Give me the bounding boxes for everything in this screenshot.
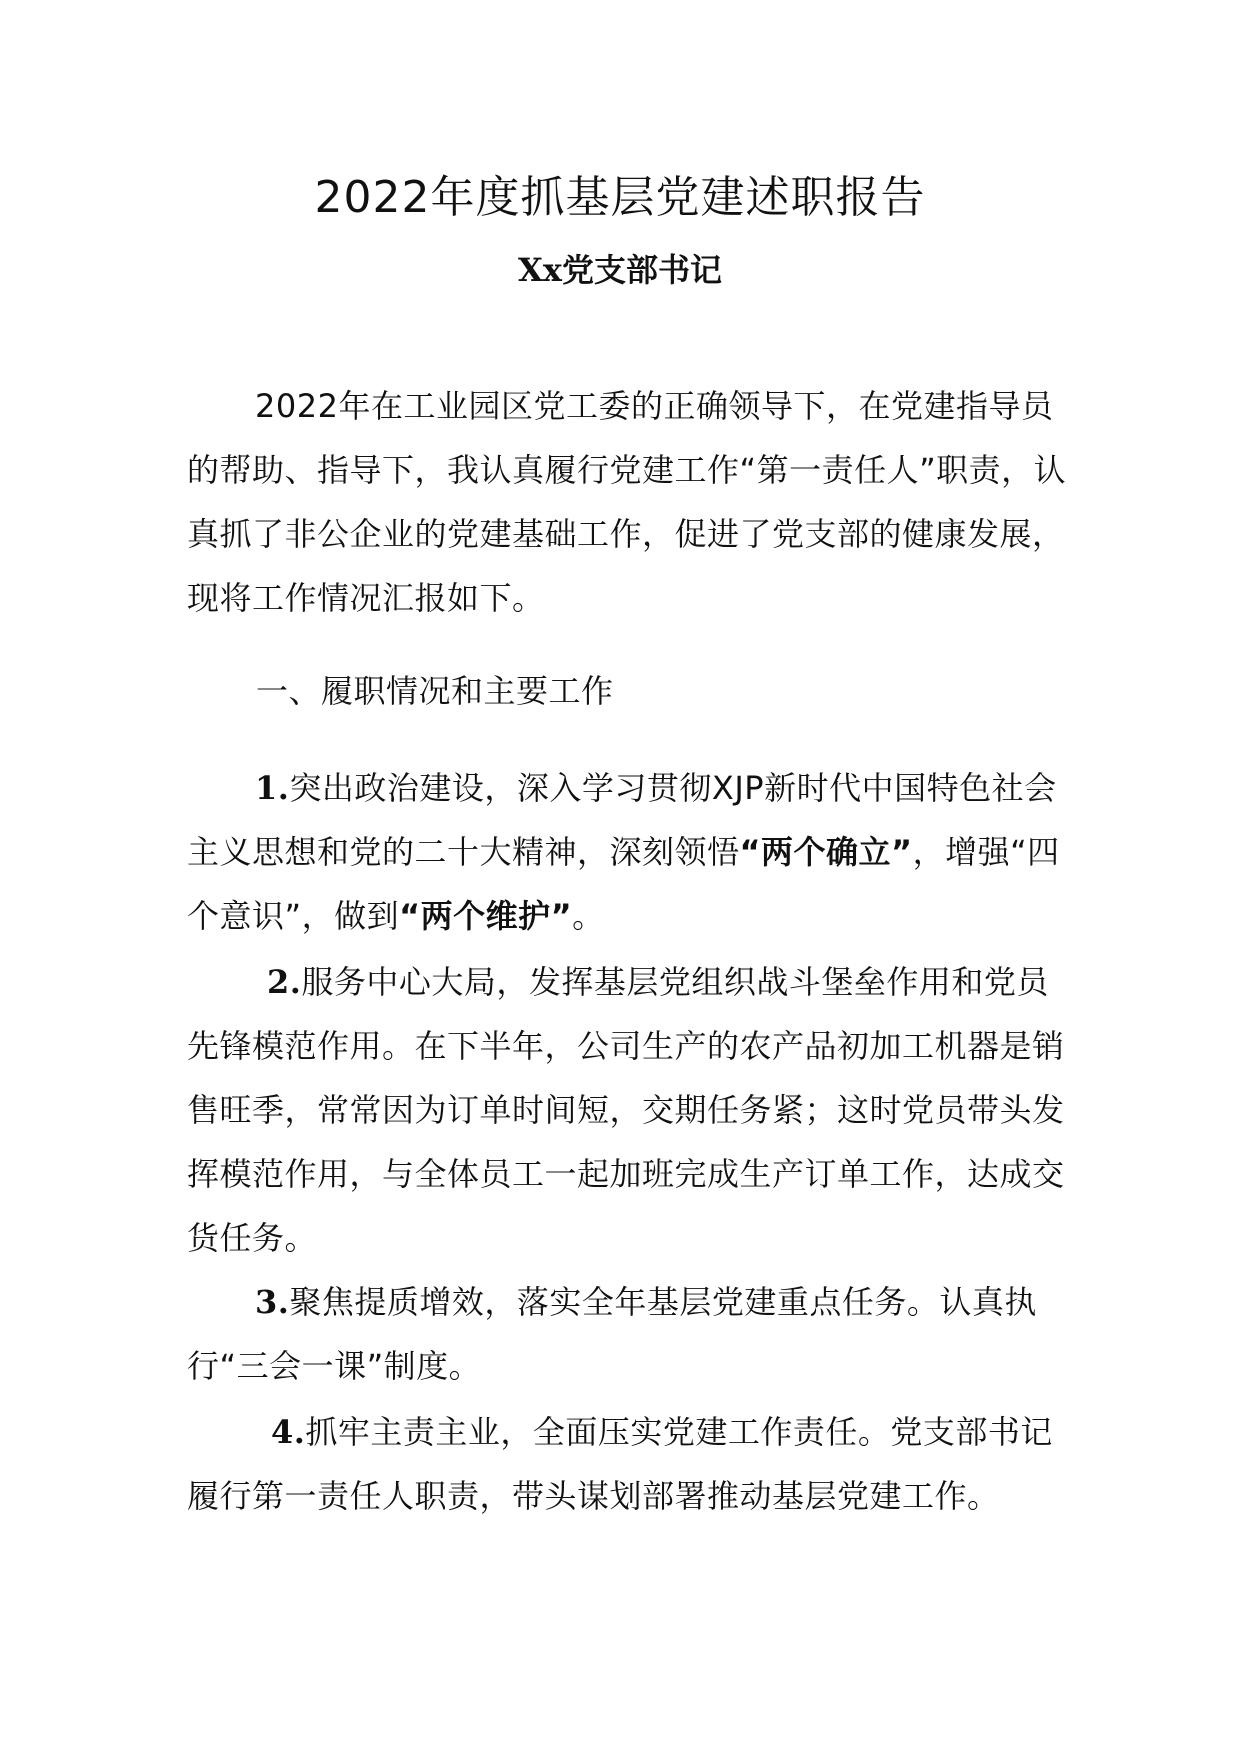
subtitle-rest: 党支部书记 bbox=[561, 251, 722, 289]
list-item bbox=[187, 950, 1067, 1270]
item-text: 。 bbox=[572, 897, 605, 935]
item-text: 突出政治建设，深入学习贯彻XJP新时代中国特色社会主义思想和党的二十大精神，深刻领悟 bbox=[187, 769, 1057, 871]
list-item bbox=[187, 1400, 1067, 1528]
item-number: 4. bbox=[271, 1413, 306, 1451]
item-text: 服务中心大局，发挥基层党组织战斗堡垒作用和党员先锋模范作用。在下半年，公司生产的农产品初加工机器是销售旺季，常常因为订单时间短，交期任务紧；这时党员带头发挥模范作用，与全体员工一起加班完成生产订单工作，达成交货任务。 bbox=[187, 963, 1065, 1257]
section-heading: 一、履职情况和主要工作 bbox=[256, 672, 614, 710]
item-text: ，增强“四个意识”，做到 bbox=[187, 833, 1060, 935]
page-subtitle bbox=[0, 246, 1240, 294]
item-number: 3. bbox=[255, 1283, 290, 1321]
item-number: 1. bbox=[255, 769, 290, 807]
item-text: 聚焦提质增效，落实全年基层党建重点任务。认真执行“三会一课”制度。 bbox=[187, 1283, 1037, 1385]
item-quote: “两个确立” bbox=[739, 833, 913, 871]
item-number: 2. bbox=[267, 963, 302, 1001]
subtitle-prefix: Xx bbox=[518, 251, 562, 289]
intro-paragraph: 2022年在工业园区党工委的正确领导下，在党建指导员的帮助、指导下，我认真履行党建工作“第一责任人”职责，认真抓了非公企业的党建基础工作，促进了党支部的健康发展，现将工作情况汇报如下。 bbox=[187, 387, 1067, 617]
page-title: 2022年度抓基层党建述职报告 bbox=[314, 172, 926, 223]
item-quote: “两个维护” bbox=[399, 897, 573, 935]
list-item bbox=[187, 756, 1067, 948]
item-text: 抓牢主责主业，全面压实党建工作责任。党支部书记履行第一责任人职责，带头谋划部署推动基层党建工作。 bbox=[187, 1413, 1053, 1515]
list-item bbox=[187, 1270, 1067, 1398]
